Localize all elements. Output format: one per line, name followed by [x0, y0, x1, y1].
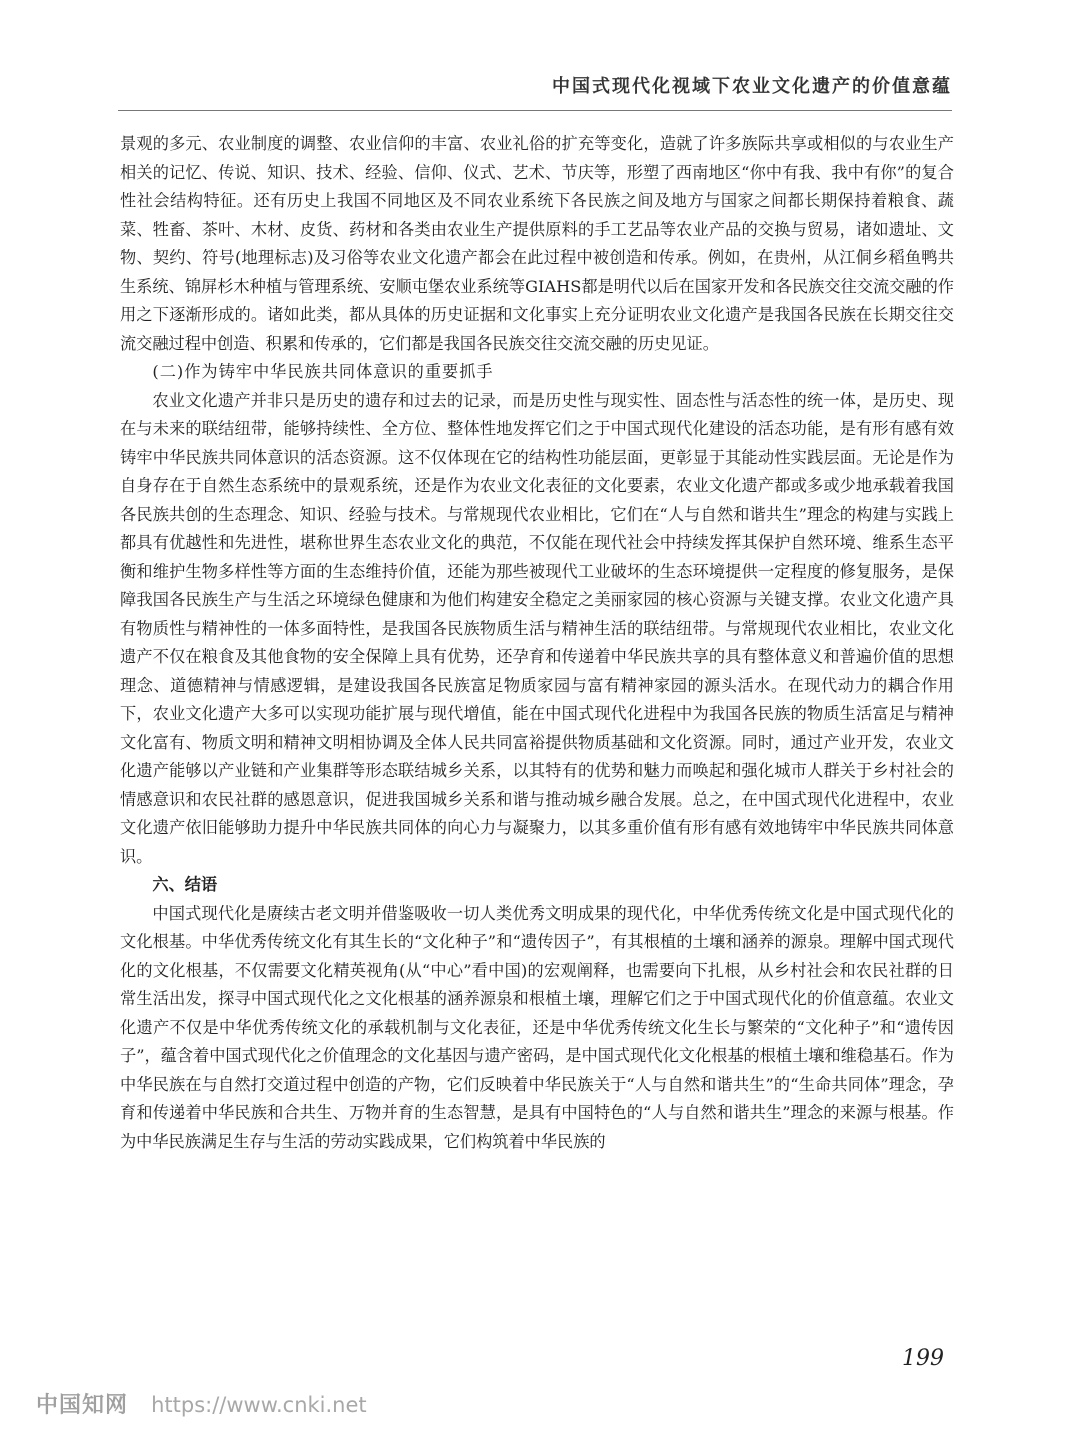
running-header-title: 中国式现代化视域下农业文化遗产的价值意蕴 — [552, 76, 952, 97]
section-heading-6: 六、结语 — [152, 875, 218, 894]
header-divider — [118, 110, 952, 111]
body-paragraph-2: 农业文化遗产并非只是历史的遗存和过去的记录，而是历史性与现实性、固态性与活态性的统一体，是历史、现在与未来的联结纽带，能够持续性、全方位、整体性地发挥它们之于中国式现代化建设的活态功能，是有形有感有效铸牢中华民族共同体意识的活态资源。这不仅体现在它的结构性功能层面，更彰显于其能动性实践层面。无论是作为自身存在于自然生态系统中的景观系统，还是作为农业文化表征的文化要素，农业文化遗产都或多或少地承载着我国各民族共创的生态理念、知识、经验与技术。与常规现代农业相比，它们在“人与自然和谐共生”理念的构建与实践上都具有优越性和先进性，堪称世界生态农业文化的典范，不仅能在现代社会中持续发挥其保护自然环境、维系生态平衡和维护生物多样性等方面的生态维持价值，还能为那些被现代工业破坏的生态环境提供一定程度的修复服务，是保障我国各民族生产与生活之环境绿色健康和为他们构建安全稳定之美丽家园的核心资源与关键支撑。农业文化遗产具有物质性与精神性的一体多面特性，是我国各民族物质生活与精神生活的联结纽带。与常规现代农业相比，农业文化遗产不仅在粮食及其他食物的安全保障上具有优势，还孕育和传递着中华民族共享的具有整体意义和普遍价值的思想理念、道德精神与情感逻辑，是建设我国各民族富足物质家园与富有精神家园的源头活水。在现代动力的耦合作用下，农业文化遗产大多可以实现功能扩展与现代增值，能在中国式现代化进程中为我国各民族的物质生活富足与精神文化富有、物质文明和精神文明相协调及全体人民共同富裕提供物质基础和文化资源。同时，通过产业开发，农业文化遗产能够以产业链和产业集群等形态联结城乡关系，以其特有的优势和魅力而唤起和强化城市人群关于乡村社会的情感意识和农民社群的感恩意识，促进我国城乡关系和谐与推动城乡融合发展。总之，在中国式现代化进程中，农业文化遗产依旧能够助力提升中华民族共同体的向心力与凝聚力，以其多重价值有形有感有效地铸牢中华民族共同体意识。 — [120, 390, 954, 866]
watermark-url[interactable]: https://www.cnki.net — [151, 1393, 367, 1417]
cnki-watermark — [36, 1388, 367, 1419]
section-heading-2: (二)作为铸牢中华民族共同体意识的重要抓手 — [152, 362, 494, 381]
body-paragraph-3: 中国式现代化是赓续古老文明并借鉴吸收一切人类优秀文明成果的现代化，中华优秀传统文化是中国式现代化的文化根基。中华优秀传统文化有其生长的“文化种子”和“遗传因子”，有其根植的土壤和涵养的源泉。理解中国式现代化的文化根基，不仅需要文化精英视角(从“中心”看中国)的宏观阐释，也需要向下扎根，从乡村社会和农民社群的日常生活出发，探寻中国式现代化之文化根基的涵养源泉和根植土壤，理解它们之于中国式现代化的价值意蕴。农业文化遗产不仅是中华优秀传统文化的承载机制与文化表征，还是中华优秀传统文化生长与繁荣的“文化种子”和“遗传因子”，蕴含着中国式现代化之价值理念的文化基因与遗产密码，是中国式现代化文化根基的根植土壤和维稳基石。作为中华民族在与自然打交道过程中创造的产物，它们反映着中华民族关于“人与自然和谐共生”的“生命共同体”理念，孕育和传递着中华民族和合共生、万物并育的生态智慧，是具有中国特色的“人与自然和谐共生”理念的来源与根基。作为中华民族满足生存与生活的劳动实践成果，它们构筑着中华民族的 — [120, 903, 954, 1151]
body-paragraph-1: 景观的多元、农业制度的调整、农业信仰的丰富、农业礼俗的扩充等变化，造就了许多族际共享或相似的与农业生产相关的记忆、传说、知识、技术、经验、信仰、仪式、艺术、节庆等，形塑了西南地区“你中有我、我中有你”的复合性社会结构特征。还有历史上我国不同地区及不同农业系统下各民族之间及地方与国家之间都长期保持着粮食、蔬菜、牲畜、茶叶、木材、皮货、药材和各类由农业生产提供原料的手工艺品等农业产品的交换与贸易，诸如遗址、文物、契约、符号(地理标志)及习俗等农业文化遗产都会在此过程中被创造和传承。例如，在贵州，从江侗乡稻鱼鸭共生系统、锦屏杉木种植与管理系统、安顺屯堡农业系统等GIAHS都是明代以后在国家开发和各民族交往交流交融的作用之下逐渐形成的。诸如此类，都从具体的历史证据和文化事实上充分证明农业文化遗产是我国各民族在长期交往交流交融过程中创造、积累和传承的，它们都是我国各民族交往交流交融的历史见证。 — [120, 134, 954, 353]
article-body — [120, 130, 954, 1156]
page-number: 199 — [902, 1346, 944, 1371]
watermark-brand: 中国知网 — [36, 1393, 129, 1418]
